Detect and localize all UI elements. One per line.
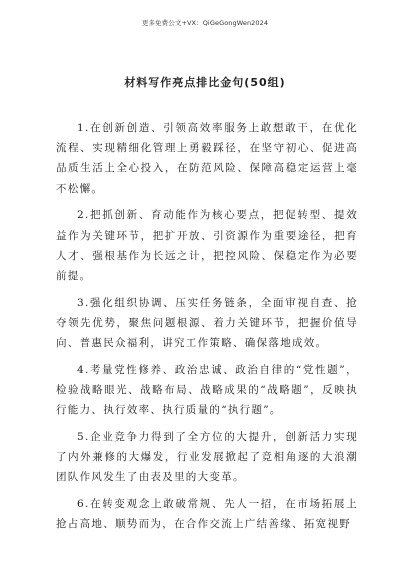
- paragraph-5: 5.企业竞争力得到了全方位的大提升，创新活力实现了内外兼修的大爆发，行业发展掀起了竞相角逐的大浪潮团队作风发生了由表及里的大变革。: [56, 430, 358, 484]
- paragraph-1: 1.在创新创造、引领高效率服务上敢想敢干，在优化流程、实现精细化管理上勇毅踩径，在坚守初心、促进高品质生活上全心投入，在防范风险、保障高稳定运营上毫不松懈。: [56, 122, 358, 195]
- paragraph-6: 6.在转变观念上敢破常规、先人一招，在市场拓展上抢占高地、顺势而为，在合作交流上广结善缘、拓宽视野: [56, 497, 358, 531]
- paragraph-2: 2.把抓创新、育动能作为核心要点，把促转型、提效益作为关键环节，把扩开放、引资源作为重要途径，把育人才、强根基作为长远之计，把控风险、保稳定作为必要前提。: [56, 209, 358, 282]
- paragraph-4: 4.考量党性修养、政治忠诚、政治自律的“党性题”，检验战略眼光、战略布局、战略成果的“战略题”，反映执行能力、执行效率、执行质量的“执行题”。: [56, 363, 358, 417]
- header-note: 更多免费公文+VX：QiGeGongWen2024: [141, 19, 269, 27]
- paragraph-3: 3.强化组织协调、压实任务链条，全面审视自查、抢夺领先优势，聚焦问题根源、着力关键环节，把握价值导向、普惠民众福利，讲究工作策略、确保落地成效。: [56, 296, 358, 350]
- document-body: [56, 118, 358, 541]
- document-title: 材料写作亮点排比金句(50组): [124, 76, 286, 89]
